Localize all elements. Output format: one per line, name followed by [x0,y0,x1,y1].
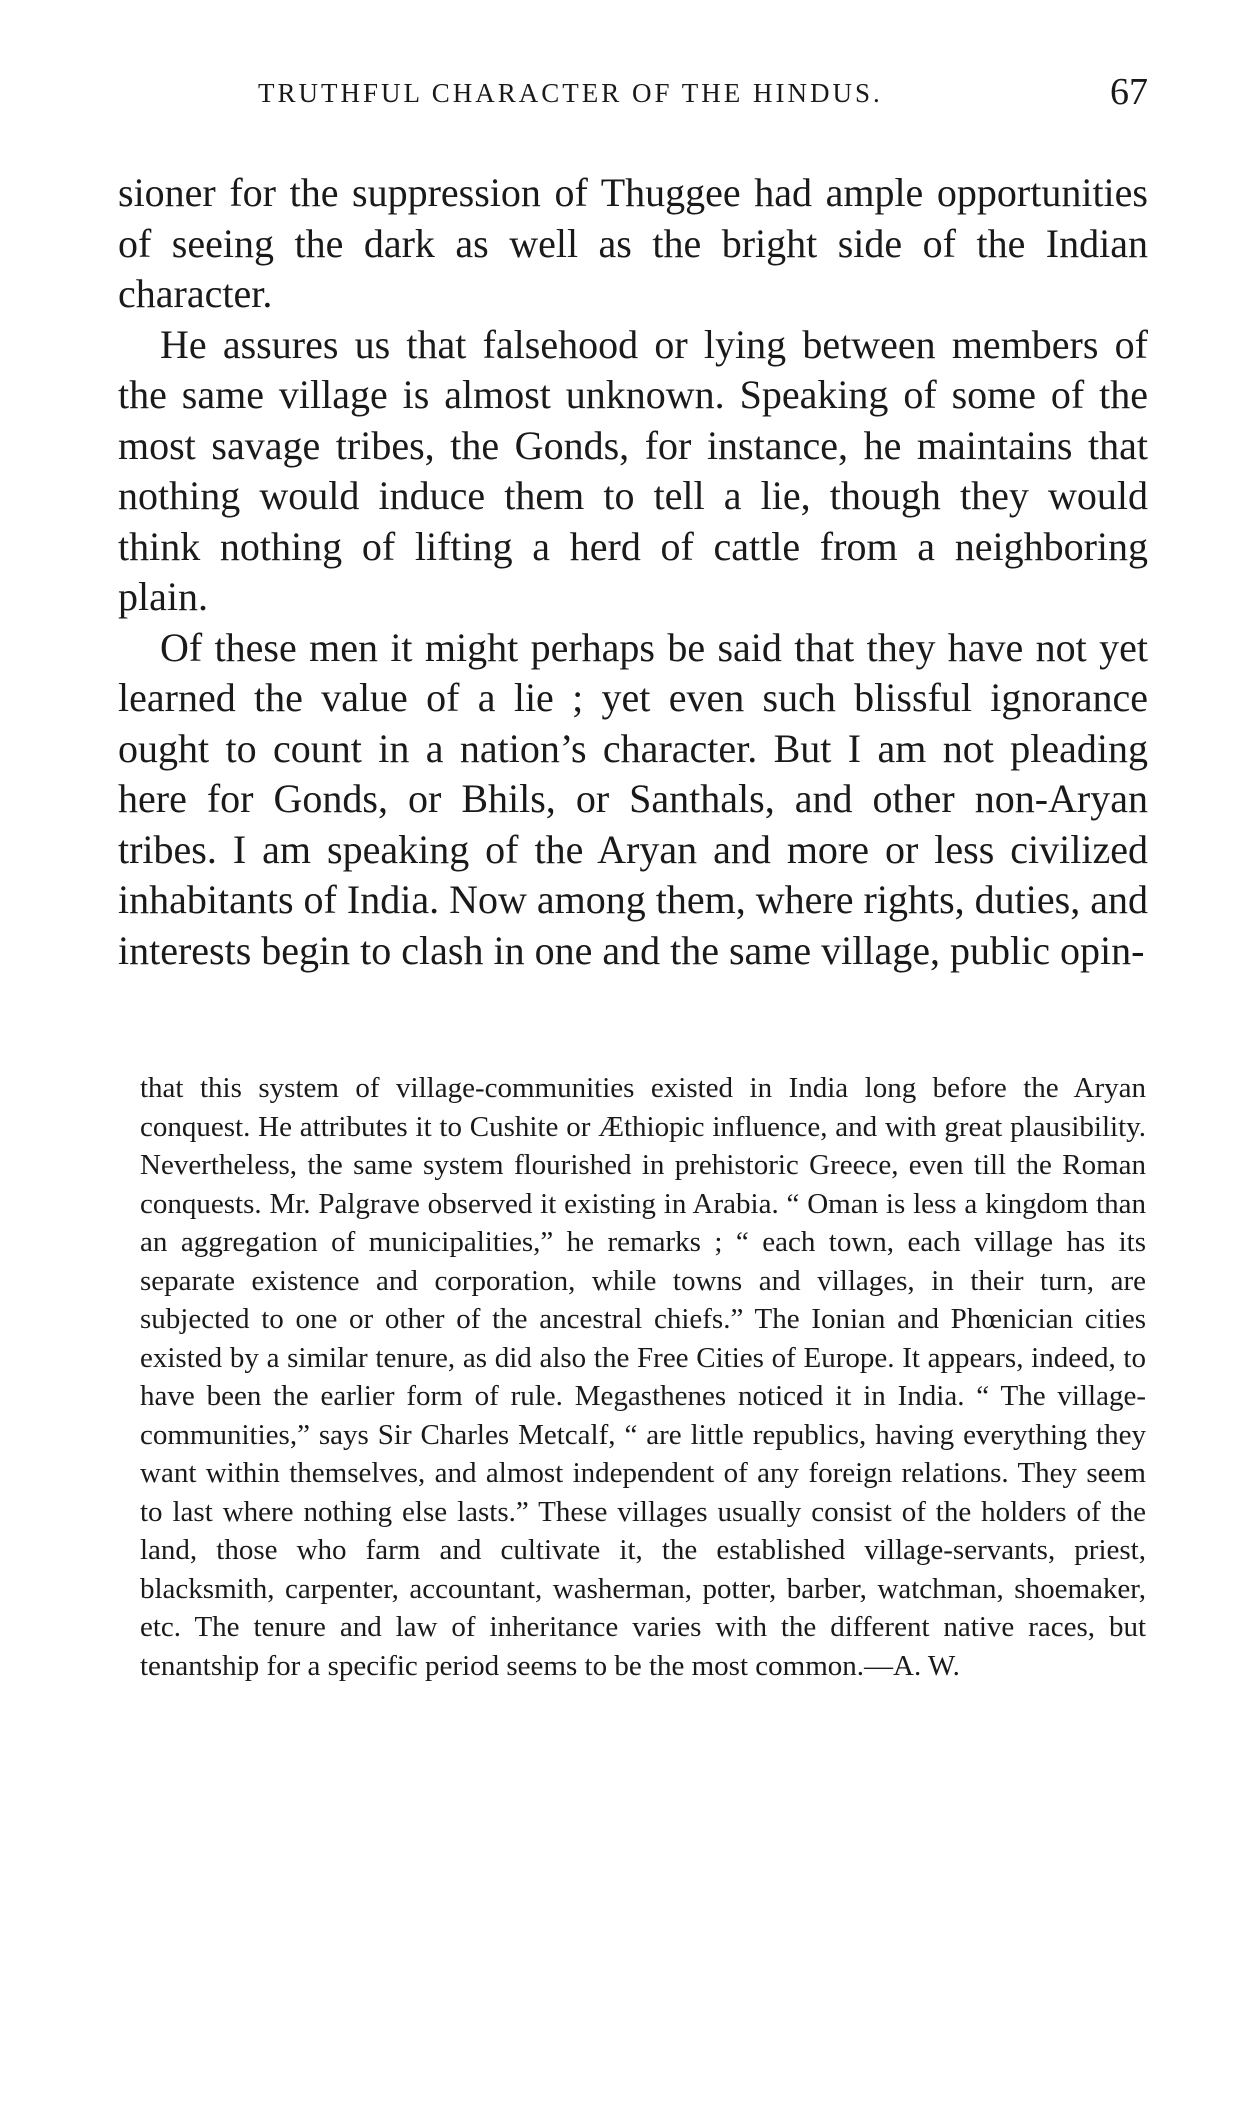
footnote-text: that this system of village-communities existed in India long before the Aryan conquest. He attributes it to Cushite or Æthiopic influence, and with great plausibility. Nevertheless, the same system flourished in prehistoric Greece, even till the Roman conquests. Mr. Palgrave observed it existing in Arabia. “ Oman is less a kingdom than an aggregation of municipalities,” he remarks ; “ each town, each village has its separate existence and corporation, while towns and villages, in their turn, are subjected to one or other of the ancestral chiefs.” The Ionian and Phœnician cities existed by a similar tenure, as did also the Free Cities of Europe. It appears, indeed, to have been the earlier form of rule. Megasthenes noticed it in India. “ The village-communities,” says Sir Charles Metcalf, “ are little republics, having everything they want within themselves, and almost independent of any foreign relations. They seem to last where nothing else lasts.” These villages usually consist of the holders of the land, those who farm and cultivate it, the established village-servants, priest, blacksmith, carpenter, accountant, washerman, potter, barber, watchman, shoemaker, etc. The tenure and law of inheritance varies with the different native races, but tenantship for a specific period seems to be the most common.—A. W. [140,1072,1146,1682]
running-title: TRUTHFUL CHARACTER OF THE HINDUS. [258,78,883,108]
paragraph: He assures us that falsehood or lying between members of the same village is almost unknown. Speaking of some of the most savage tribes, the Gonds, for instance, he maintains that nothing would induce them to tell a lie, though they would think nothing of lifting a herd of cattle from a neighboring plain. [118,321,1148,619]
page-number: 67 [1110,71,1148,113]
running-head [118,70,1148,120]
footnote [140,1069,1146,1685]
main-text [118,168,1148,976]
paragraph-continuation: sioner for the suppression of Thuggee had ample opportunities of seeing the dark as well as the bright side of the Indian character. [118,170,1148,316]
paragraph: Of these men it might perhaps be said that they have not yet learned the value of a lie ; yet even such blissful ignorance ought to count in a nation’s character. But I am not pleading here for Gonds, or Bhils, or Santhals, and other non-Aryan tribes. I am speaking of the Aryan and more or less civilized inhabitants of India. Now among them, where rights, duties, and interests begin to clash in one and the same village, public opin- [118,624,1148,973]
